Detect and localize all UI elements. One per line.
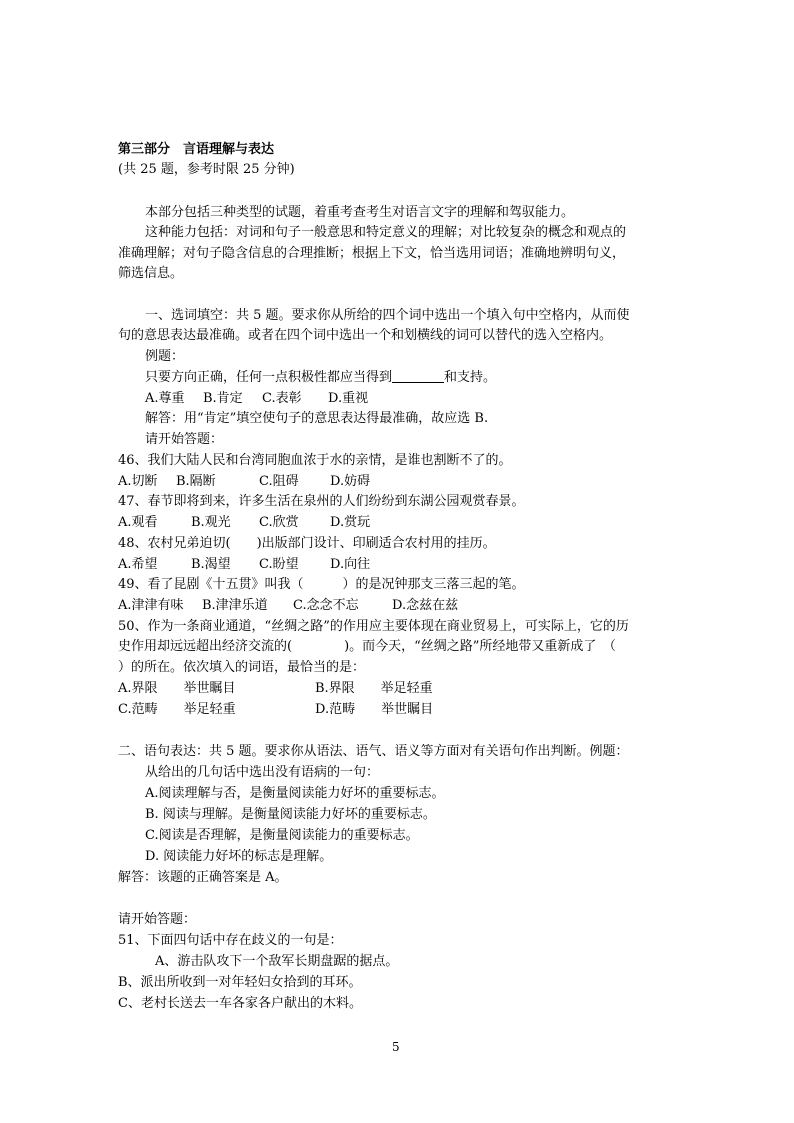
q47-option-d: D.赏玩	[330, 515, 371, 530]
q51-option-c: C、老村长送去一车各家各户献出的木料。	[118, 996, 362, 1011]
example-option-d: D.重视	[328, 391, 369, 406]
example-sentence-post: 和支持。	[444, 370, 497, 385]
q47-option-b: B.观光	[191, 515, 231, 530]
intro-paragraph-2-line-2: 准确理解；对句子隐含信息的合理推断；根据上下文，恰当选用词语；准确地辨明句义，	[118, 246, 626, 261]
part2-description: 二、语句表达：共 5 题。要求你从语法、语气、语义等方面对有关语句作出判断。例题：	[118, 744, 629, 759]
q49-option-b: B.津津乐道	[202, 598, 268, 613]
section-title: 第三部分 言语理解与表达	[118, 142, 275, 157]
example-option-b: B.肯定	[203, 391, 243, 406]
question-46: 46、我们大陆人民和台湾同胞血浓于水的亲情，是谁也割断不了的。	[118, 453, 512, 468]
part1-start-prompt: 请开始答题：	[145, 432, 224, 447]
q46-option-c: C.阻碍	[259, 474, 299, 489]
example-option-c: C.表彰	[262, 391, 302, 406]
q49-option-a: A.津津有味	[118, 598, 184, 613]
question-50-line-1: 50、作为一条商业通道，“丝绸之路”的作用应主要体现在商业贸易上，可实际上，它的历	[118, 619, 629, 634]
q51-option-a: A、游击队攻下一个敌军长期盘踞的据点。	[155, 954, 399, 969]
part2-start-prompt: 请开始答题：	[118, 912, 197, 927]
q48-option-b: B.渴望	[191, 557, 231, 572]
q48-option-c: C.盼望	[259, 557, 299, 572]
example-answer: 解答：用“肯定”填空使句子的意思表达得最准确，故应选 B.	[145, 411, 489, 426]
page-number: 5	[392, 1040, 400, 1054]
part1-description-line-2: 句的意思表达最准确。或者在四个词中选出一个和划横线的词可以替代的选入空格内。	[118, 328, 613, 343]
question-51: 51、下面四句话中存在歧义的一句是：	[118, 933, 343, 948]
q50-option-a: A.界限 举世瞩目	[118, 681, 236, 696]
q49-option-d: D.念兹在兹	[392, 598, 459, 613]
q49-option-c: C.念念不忘	[293, 598, 359, 613]
question-50-line-3: ）的所在。依次填入的词语，最恰当的是：	[118, 660, 366, 675]
q48-option-d: D.向往	[330, 557, 371, 572]
intro-paragraph-1: 本部分包括三种类型的试题，着重考查考生对语言文字的理解和驾驭能力。	[145, 205, 575, 220]
part2-example-option-a: A.阅读理解与否，是衡量阅读能力好坏的重要标志。	[145, 786, 445, 801]
part2-answer: 解答：该题的正确答案是 A。	[118, 870, 288, 885]
q50-option-d: D.范畴 举世瞩目	[315, 702, 434, 717]
intro-paragraph-2-line-3: 筛选信息。	[118, 266, 184, 281]
answer-blank	[392, 369, 444, 383]
part2-example-option-b: B. 阅读与理解。是衡量阅读能力好坏的重要标志。	[145, 807, 436, 822]
q50-option-b: B.界限 举足轻重	[315, 681, 433, 696]
part1-description-line-1: 一、选词填空：共 5 题。要求你从所给的四个词中选出一个填入句中空格内，从而使	[145, 308, 630, 323]
q46-option-b: B.隔断	[176, 474, 216, 489]
example-sentence-pre: 只要方向正确，任何一点积极性都应当得到	[145, 370, 393, 385]
q50-option-c: C.范畴 举足轻重	[118, 702, 236, 717]
q51-option-b: B、派出所收到一对年轻妇女拾到的耳环。	[118, 975, 362, 990]
example-sentence	[145, 368, 496, 388]
q46-option-d: D.妨碍	[330, 474, 371, 489]
intro-paragraph-2-line-1: 这种能力包括：对词和句子一般意思和特定意义的理解；对比较复杂的概念和观点的	[145, 225, 627, 240]
section-subtitle: (共 25 题，参考时限 25 分钟)	[118, 162, 295, 177]
question-48: 48、农村兄弟迫切( )出版部门设计、印刷适合农村用的挂历。	[118, 536, 496, 551]
q47-option-c: C.欣赏	[259, 515, 299, 530]
q46-option-a: A.切断	[118, 474, 158, 489]
part2-example-option-c: C.阅读是否理解，是衡量阅读能力的重要标志。	[145, 828, 419, 843]
question-47: 47、春节即将到来，许多生活在泉州的人们纷纷到东湖公园观赏春景。	[118, 494, 525, 509]
part2-instruction: 从给出的几句话中选出没有语病的一句：	[145, 765, 380, 780]
q48-option-a: A.希望	[118, 557, 158, 572]
part2-example-option-d: D. 阅读能力好坏的标志是理解。	[145, 849, 333, 864]
question-49: 49、看了昆剧《十五贯》叫我（ ）的是况钟那支三落三起的笔。	[118, 577, 525, 592]
question-50-line-2: 史作用却远远超出经济交流的( )。而今天，“丝绸之路”所经地带又重新成了 （	[118, 639, 616, 654]
q47-option-a: A.观看	[118, 515, 158, 530]
example-label: 例题：	[145, 349, 185, 364]
example-option-a: A.尊重	[145, 391, 185, 406]
